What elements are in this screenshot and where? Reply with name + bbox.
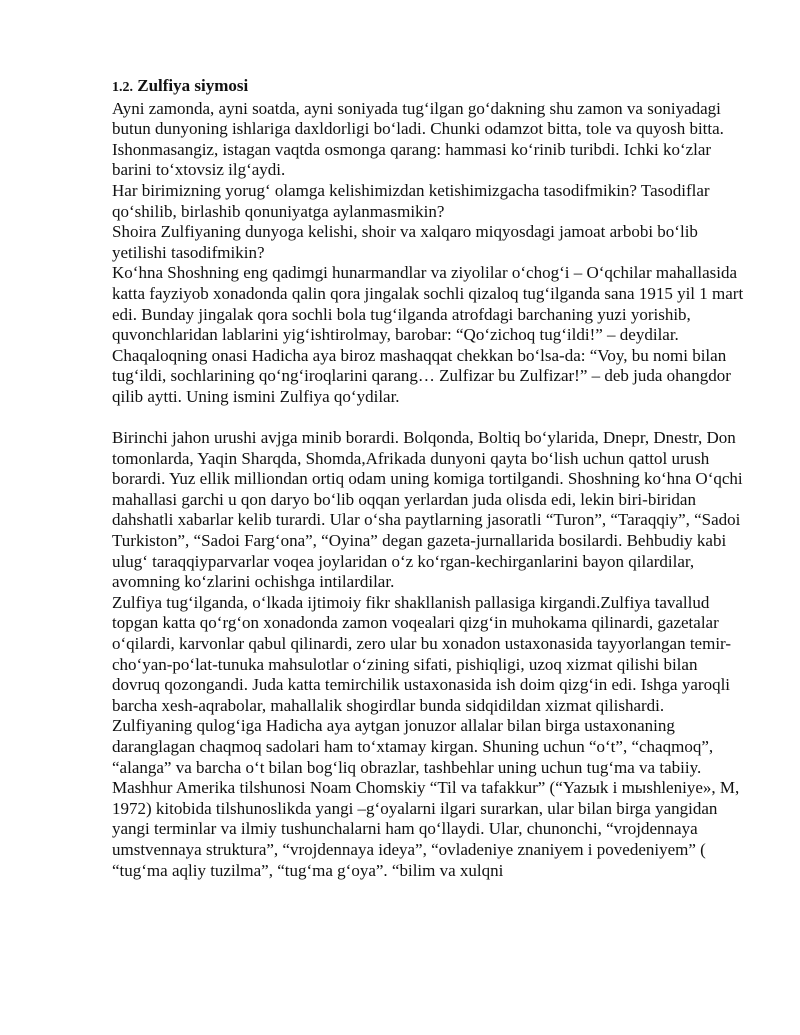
paragraph-4: Ko‘hna Shoshning eng qadimgi hunarmandlar va ziyolilar o‘chog‘i – O‘qchilar mahallasida katta fayziyob xonadonda qalin qora jingalak sochli qizaloq tug‘ilganda sana 1915 yil 1 mart edi. Bunday jingalak qora sochli bola tug‘ilganda atrofdagi barchaning yuzi yorishib, quvonchlaridan lablarini yig‘ishtirolmay, barobar: “Qo‘zichoq tug‘ildi!” – deydilar. Chaqaloqning onasi Hadicha aya biroz mashaqqat chekkan bo‘lsa-da: “Voy, bu nomi bilan tug‘ildi, sochlarining qo‘ng‘iroqlarini qarang… Zulfizar bu Zulfizar!” – deb juda ohangdor qilib aytti. Uning ismini Zulfiya qo‘ydilar. — [112, 263, 744, 406]
paragraph-3: Shoira Zulfiyaning dunyoga kelishi, shoir va xalqaro miqyosdagi jamoat arbobi bo‘lib yetilishi tasodifmikin? — [112, 222, 698, 262]
section-heading — [112, 76, 744, 99]
paragraph-2: Har birimizning yorug‘ olamga kelishimizdan ketishimizgacha tasodifmikin? Tasodiflar qo‘shilib, birlashib qonuniyatga aylanmasmikin? — [112, 180, 710, 221]
paragraph-7: Mashhur Amerika tilshunosi Noam Chomskiy “Til va tafakkur” (“Yazыk i mыshleniye», M, 1972) kitobida tilshunoslikda yangi –g‘oyalarni ilgari surarkan, ular bilan birga yangidan yangi terminlar va ilmiy tushunchalarni ham qo‘llaydi. Ular, chunonchi, “vrojdennaya umstvennaya struktura”, “vrojdennaya ideya”, “ovladeniye znaniyem i povedeniyem” ( “tug‘ma aqliy tuzilma”, “tug‘ma g‘oya”. “bilim va xulqni — [112, 778, 740, 880]
section-number: 1.2. — [112, 80, 133, 95]
paragraph-5: Birinchi jahon urushi avjga minib borardi. Bolqonda, Boltiq bo‘ylarida, Dnepr, Dnestr, Don tomonlarda, Yaqin Sharqda, Shomda,Afrikada dunyoni qayta bo‘lish uchun qattol urush borardi. Yuz ellik milliondan ortiq odam uning komiga tortilgandi. Shoshning ko‘hna O‘qchi mahallasi garchi u qon daryo bo‘lib oqqan yerlardan juda olisda edi, lekin biri-biridan dahshatli xabarlar kelib turardi. Ular o‘sha paytlarning jasoratli “Turon”, “Taraqqiy”, “Sadoi Turkiston”, “Sadoi Farg‘ona”, “Oyina” degan gazeta-jurnallarida bosilardi. Behbudiy kabi ulug‘ taraqqiyparvarlar voqea joylaridan o‘z ko‘rgan-kechirganlarini bayon qilardilar, avomning ko‘zlarini ochishga intilardilar. — [112, 428, 743, 592]
paragraph-6: Zulfiya tug‘ilganda, o‘lkada ijtimoiy fikr shakllanish pallasiga kirgandi.Zulfiya tavallud topgan katta qo‘rg‘on xonadonda zamon voqealari qizg‘in muhokama qilinardi, gazetalar o‘qilardi, karvonlar qabul qilinardi, zero ular bu xonadon ustaxonasida tayyorlangan temir-cho‘yan-po‘lat-tunuka mahsulotlar o‘zining sifati, pishiqligi, uzoq xizmat qilishi bilan dovruq qozongandi. Juda katta temirchilik ustaxonasida ish doim qizg‘in edi. Ishga yaroqli barcha xesh-aqrabolar, mahallalik shogirdlar bunda sidqidildan xizmat qilishardi. Zulfiyaning qulog‘iga Hadicha aya aytgan jonuzor allalar bilan birga ustaxonaning daranglagan chaqmoq sadolari ham to‘xtamay kirgan. Shuning uchun “o‘t”, “chaqmoq”, “alanga” va barcha o‘t bilan bog‘liq obrazlar, tashbehlar uning uchun tug‘ma va tabiiy. — [112, 592, 732, 777]
document-page — [112, 76, 744, 881]
section-title: Zulfiya siymosi — [133, 76, 249, 95]
paragraph-gap — [112, 408, 744, 429]
paragraph-1: Ayni zamonda, ayni soatda, ayni soniyada tug‘ilgan go‘dakning shu zamon va soniyadagi butun dunyoning ishlariga daxldorligi bo‘ladi. Chunki odamzot bitta, tole va quyosh bitta. Ishonmasangiz, istagan vaqtda osmonga qarang: hammasi ko‘rinib turibdi. Ichki ko‘zlar barini to‘xtovsiz ilg‘aydi. — [112, 98, 724, 180]
